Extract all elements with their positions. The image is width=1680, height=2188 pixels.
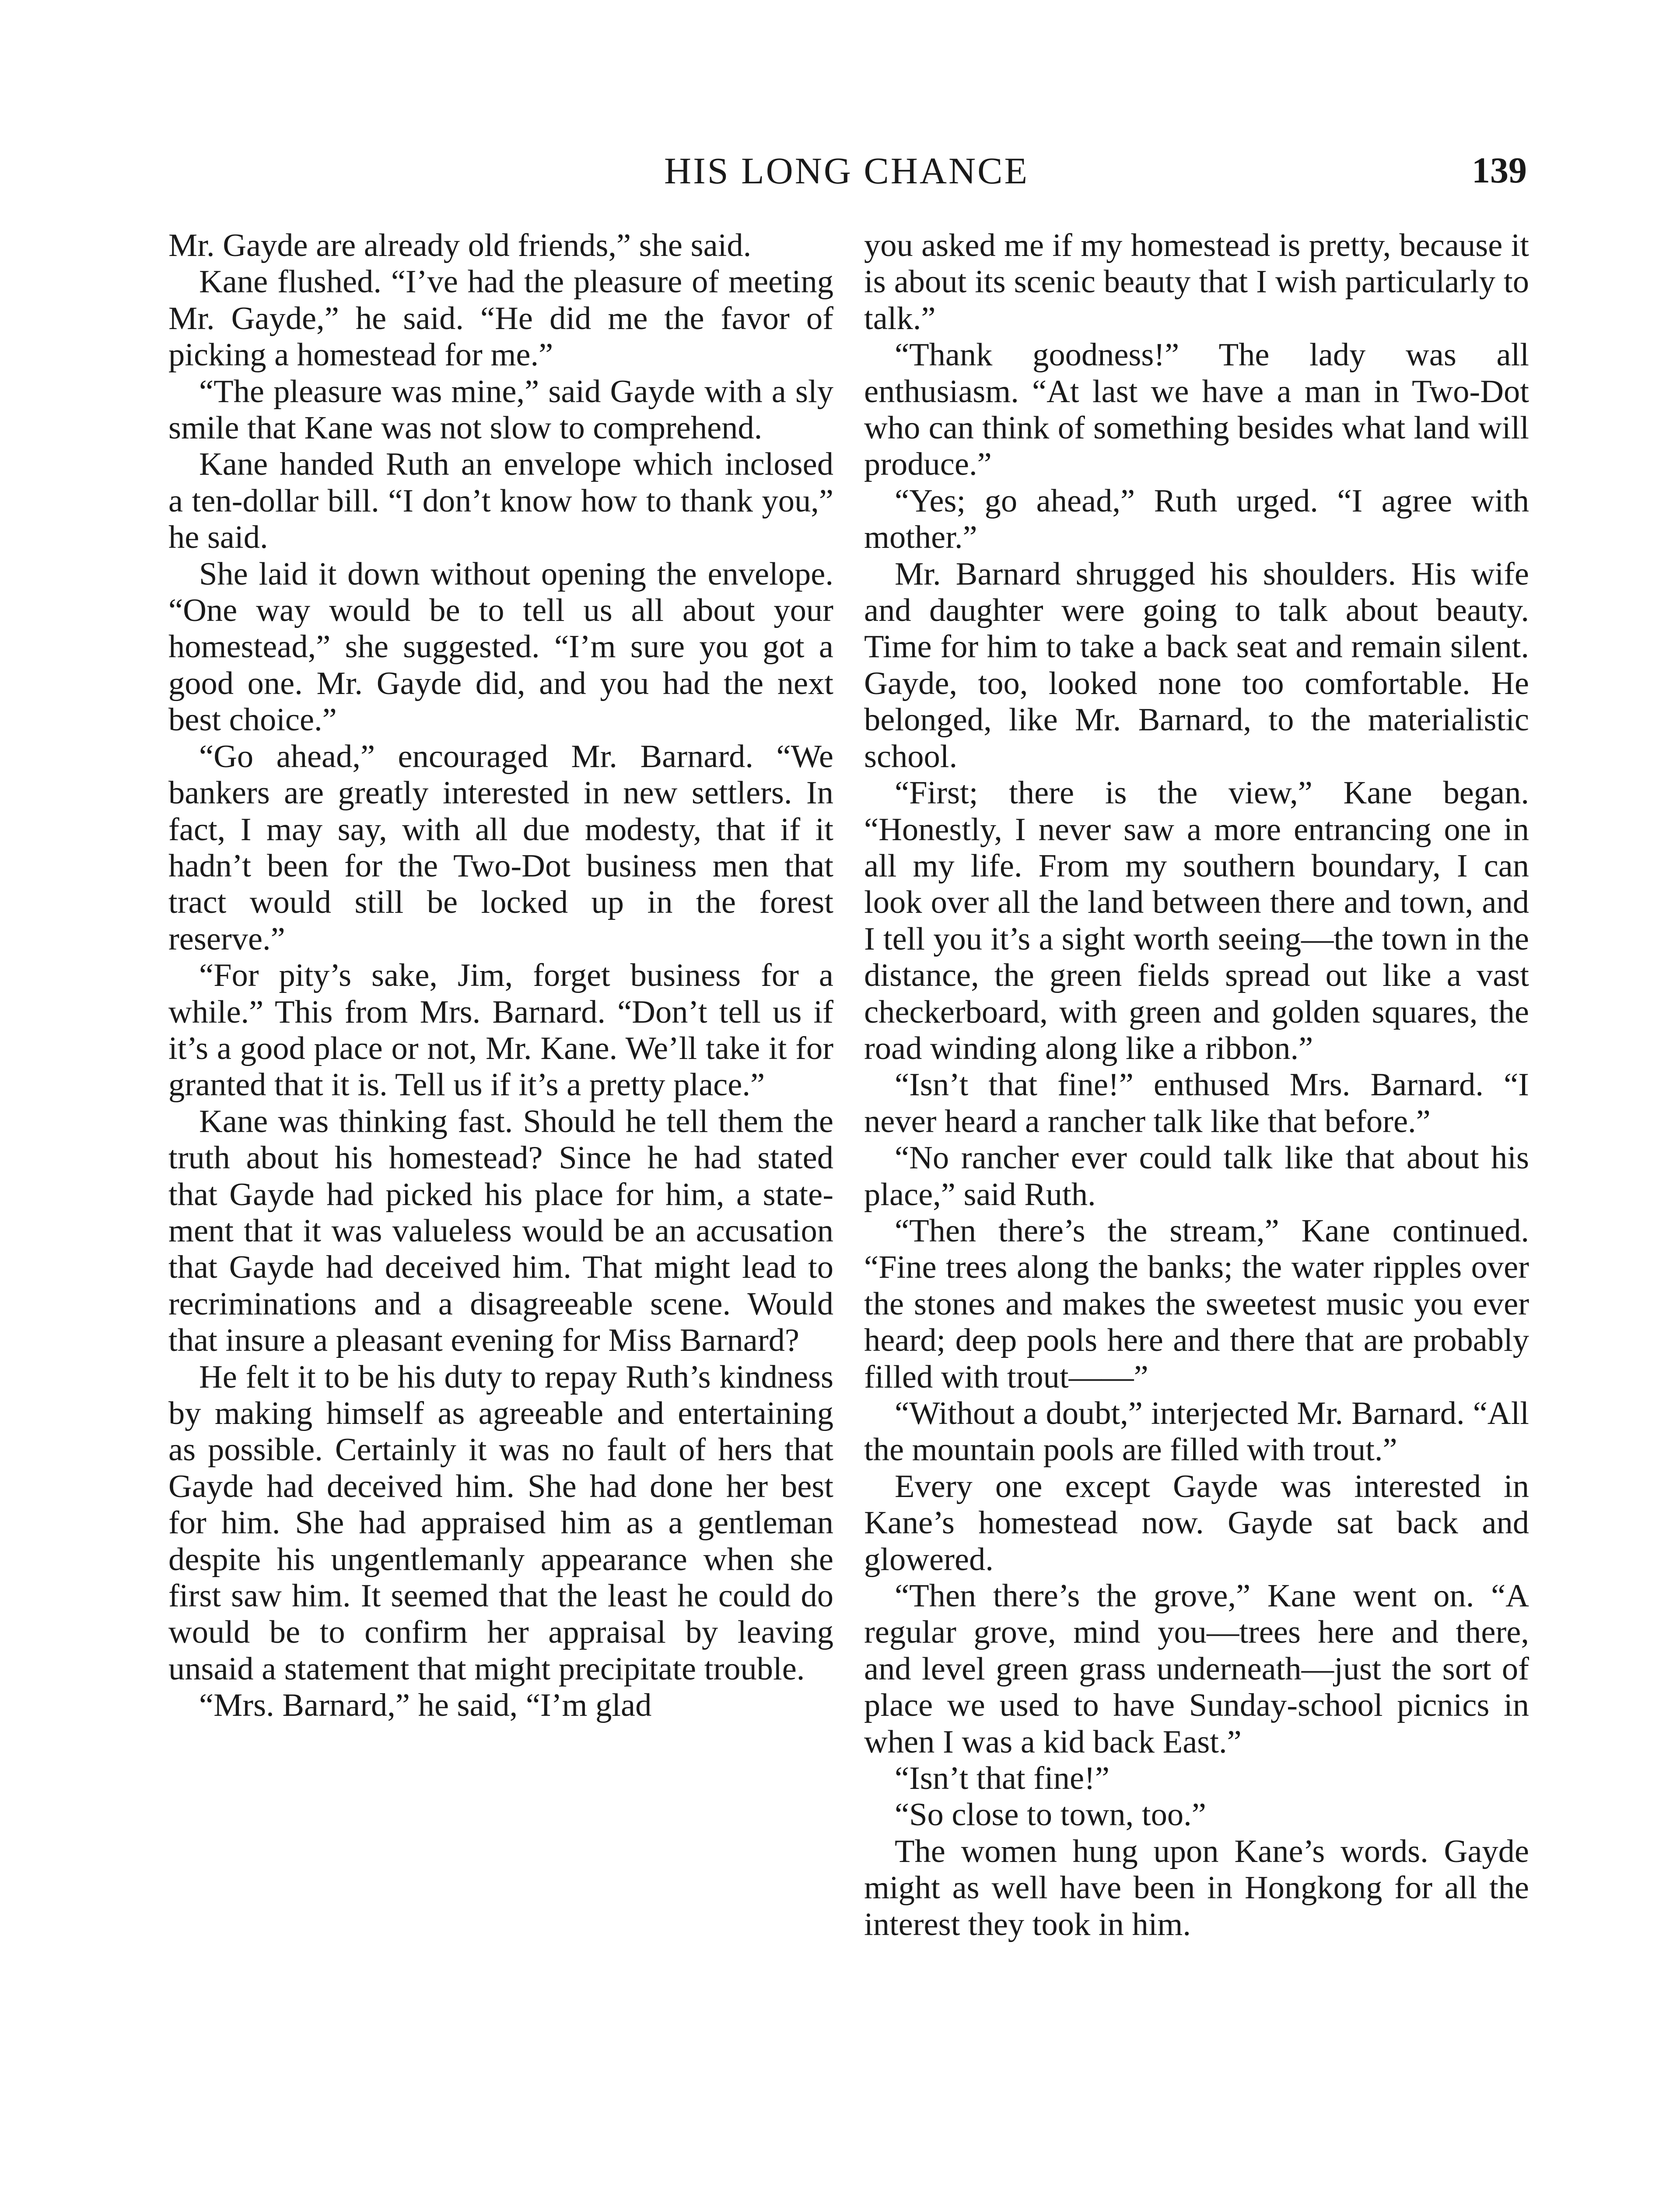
paragraph: Mr. Gayde are already old friends,” she said.	[168, 228, 752, 263]
paragraph: Every one except Gayde was interested in Kane’s homestead now. Gayde sat back and glowered.	[864, 1468, 1529, 1578]
paragraph: “Then there’s the grove,” Kane went on. “A regular grove, mind you—trees here and there, and level green grass underneath—just the sort of place we used to have Sunday-school picnics in when I was a kid back East.”	[864, 1578, 1529, 1760]
paragraph: “Then there’s the stream,” Kane continued. “Fine trees along the banks; the water ripples over the stones and makes the sweetest music you ever heard; deep pools here and there that are probably filled with trout——”	[864, 1213, 1529, 1395]
page-number: 139	[1472, 150, 1527, 191]
paragraph: “So close to town, too.”	[895, 1797, 1206, 1833]
paragraph: Kane handed Ruth an envelope which inclosed a ten-dollar bill. “I don’t know how to thank you,” he said.	[168, 446, 833, 556]
paragraph: “Go ahead,” encouraged Mr. Barnard. “We bankers are greatly interested in new settlers. In fact, I may say, with all due modesty, that if it hadn’t been for the Two-Dot business men that tract would still be locked up in the forest reserve.”	[168, 738, 833, 957]
paragraph: “The pleasure was mine,” said Gayde with a sly smile that Kane was not slow to comprehend.	[168, 373, 833, 446]
paragraph: “Mrs. Barnard,” he said, “I’m glad	[199, 1687, 652, 1724]
paragraph: “First; there is the view,” Kane began. “Honestly, I never saw a more entrancing one in all my life. From my southern boundary, I can look over all the land between there and town, and I tell you it’s a sight worth seeing—the town in the distance, the green fields spread out like a vast checkerboard, with green and golden squares, the road winding along like a ribbon.”	[864, 775, 1529, 1066]
page-header	[166, 144, 1527, 197]
paragraph: Mr. Barnard shrugged his shoulders. His wife and daughter were going to talk about beauty. Time for him to take a back seat and remain silent. Gayde, too, looked none too comfortable. He belonged, like Mr. Barnard, to the materialistic school.	[864, 556, 1529, 775]
paragraph: “Yes; go ahead,” Ruth urged. “I agree with mother.”	[864, 483, 1529, 556]
right-column	[864, 228, 1529, 1943]
paragraph: “Without a doubt,” interjected Mr. Barnard. “All the mountain pools are filled with trout.”	[864, 1396, 1529, 1468]
paragraph: Kane flushed. “I’ve had the pleasure of meeting Mr. Gayde,” he said. “He did me the favor of picking a homestead for me.”	[168, 264, 833, 373]
paragraph: She laid it down without opening the envelope. “One way would be to tell us all about your homestead,” she suggested. “I’m sure you got a good one. Mr. Gayde did, and you had the next best choice.”	[168, 556, 833, 738]
paragraph: “No rancher ever could talk like that about his place,” said Ruth.	[864, 1140, 1529, 1213]
paragraph: you asked me if my homestead is pretty, because it is about its scenic beauty that I wish particularly to talk.”	[864, 228, 1529, 337]
running-title: HIS LONG CHANCE	[664, 150, 1029, 192]
paragraph: “Isn’t that fine!”	[895, 1760, 1110, 1797]
paragraph: “For pity’s sake, Jim, forget business for a while.” This from Mrs. Barnard. “Don’t tell us if it’s a good place or not, Mr. Kane. We’ll take it for granted that it is. Tell us if it’s a pretty place.”	[168, 957, 833, 1103]
paragraph: He felt it to be his duty to repay Ruth’s kindness by making himself as agreeable and entertaining as possible. Certainly it was no fault of hers that Gayde had deceived him. She had done her best for him. She had appraised him as a gentleman despite his ungentlemanly appearance when she first saw him. It seemed that the least he could do would be to confirm her appraisal by leaving unsaid a statement that might precipitate trouble.	[168, 1359, 833, 1687]
paragraph: The women hung upon Kane’s words. Gayde might as well have been in Hongkong for all the interest they took in him.	[864, 1833, 1529, 1943]
paragraph: Kane was thinking fast. Should he tell them the truth about his homestead? Since he had stated that Gayde had picked his place for him, a statement that it was valueless would be an accusation that Gayde had deceived him. That might lead to recriminations and a disagreeable scene. Would that insure a pleasant evening for Miss Barnard?	[168, 1103, 833, 1359]
paragraph: “Isn’t that fine!” enthused Mrs. Barnard. “I never heard a rancher talk like that before.”	[864, 1067, 1529, 1140]
left-column	[168, 228, 833, 1724]
paragraph: “Thank goodness!” The lady was all enthusiasm. “At last we have a man in Two-Dot who can think of something besides what land will produce.”	[864, 337, 1529, 483]
